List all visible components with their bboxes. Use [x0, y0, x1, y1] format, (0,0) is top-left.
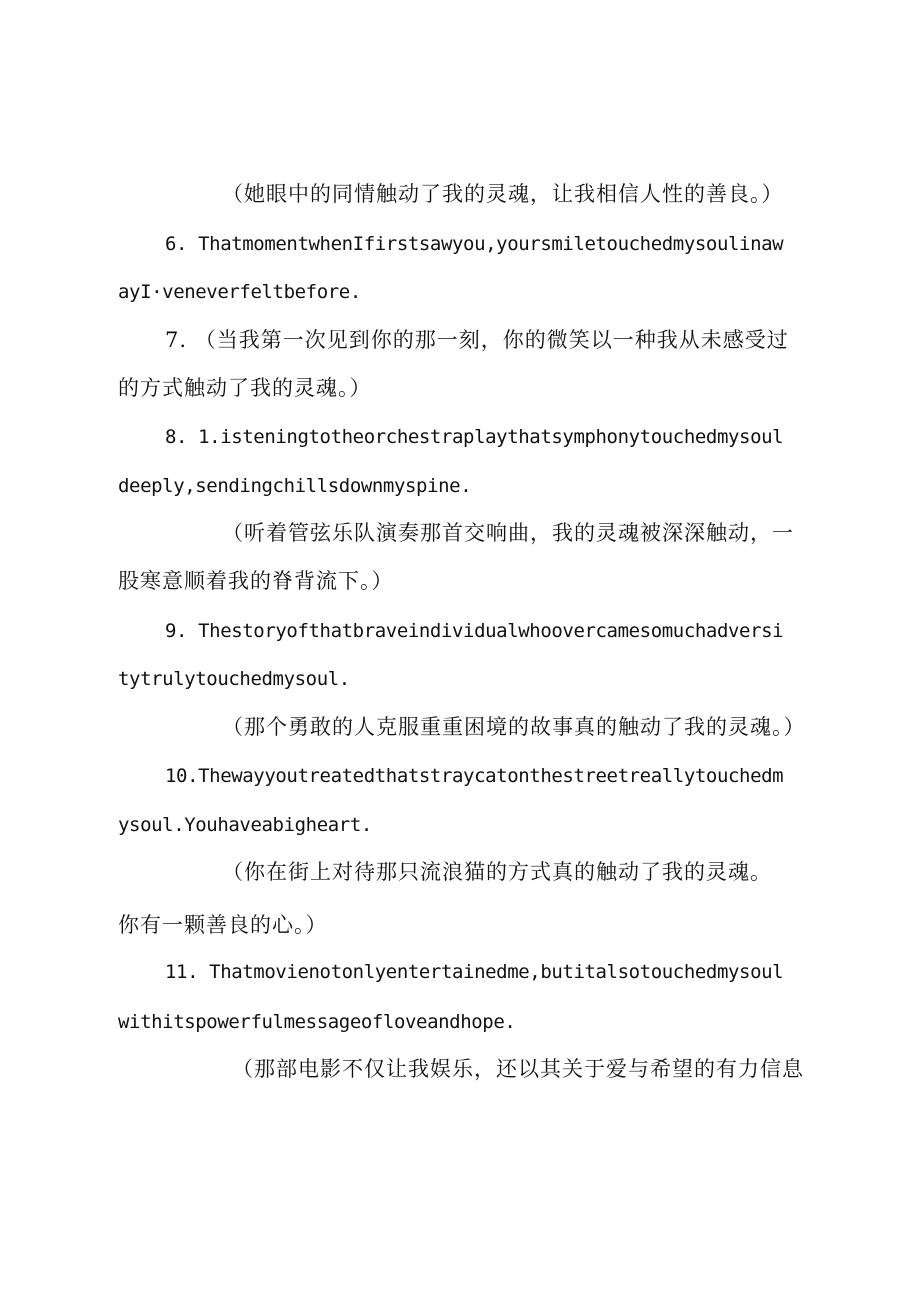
text-line-12: （那个勇敢的人克服重重困境的故事真的触动了我的灵魂。）: [222, 715, 806, 739]
text-line-2: 6. ThatmomentwhenIfirstsawyou,yoursmiletouchedmysoulinaw: [165, 233, 784, 255]
text-line-4: 7. （当我第一次见到你的那一刻，你的微笑以一种我从未感受过: [165, 328, 789, 352]
text-line-5: 的方式触动了我的灵魂。）: [118, 376, 372, 400]
text-line-7: deeply,sendingchillsdownmyspine.: [118, 475, 472, 497]
text-line-17: 11. Thatmovienotonlyentertainedme,butitalsotouchedmysoul: [165, 961, 784, 983]
text-line-8: （听着管弦乐队演奏那首交响曲，我的灵魂被深深触动，一: [222, 521, 794, 545]
text-line-1: （她眼中的同情触动了我的灵魂，让我相信人性的善良。）: [222, 182, 784, 206]
text-line-13: 10.Thewayyoutreatedthatstraycatonthestreetreallytouchedm: [165, 765, 784, 787]
text-line-19: （那部电影不仅让我娱乐，还以其关于爱与希望的有力信息: [232, 1057, 804, 1081]
text-line-9: 股寒意顺着我的脊背流下。）: [118, 569, 394, 593]
text-line-16: 你有一颗善良的心。）: [118, 913, 328, 937]
text-line-10: 9. Thestoryofthatbraveindividualwhoovercamesomuchadversi: [165, 620, 784, 642]
text-line-14: ysoul.Youhaveabigheart.: [118, 814, 372, 836]
text-line-3: ayI·veneverfeltbefore.: [118, 281, 361, 303]
text-line-6: 8. 1.isteningtotheorchestraplaythatsymphonytouchedmysoul: [165, 426, 784, 448]
text-line-11: tytrulytouchedmysoul.: [118, 668, 350, 690]
text-line-18: withitspowerfulmessageofloveandhope.: [118, 1011, 516, 1033]
text-line-15: （你在街上对待那只流浪猫的方式真的触动了我的灵魂。: [222, 860, 772, 884]
